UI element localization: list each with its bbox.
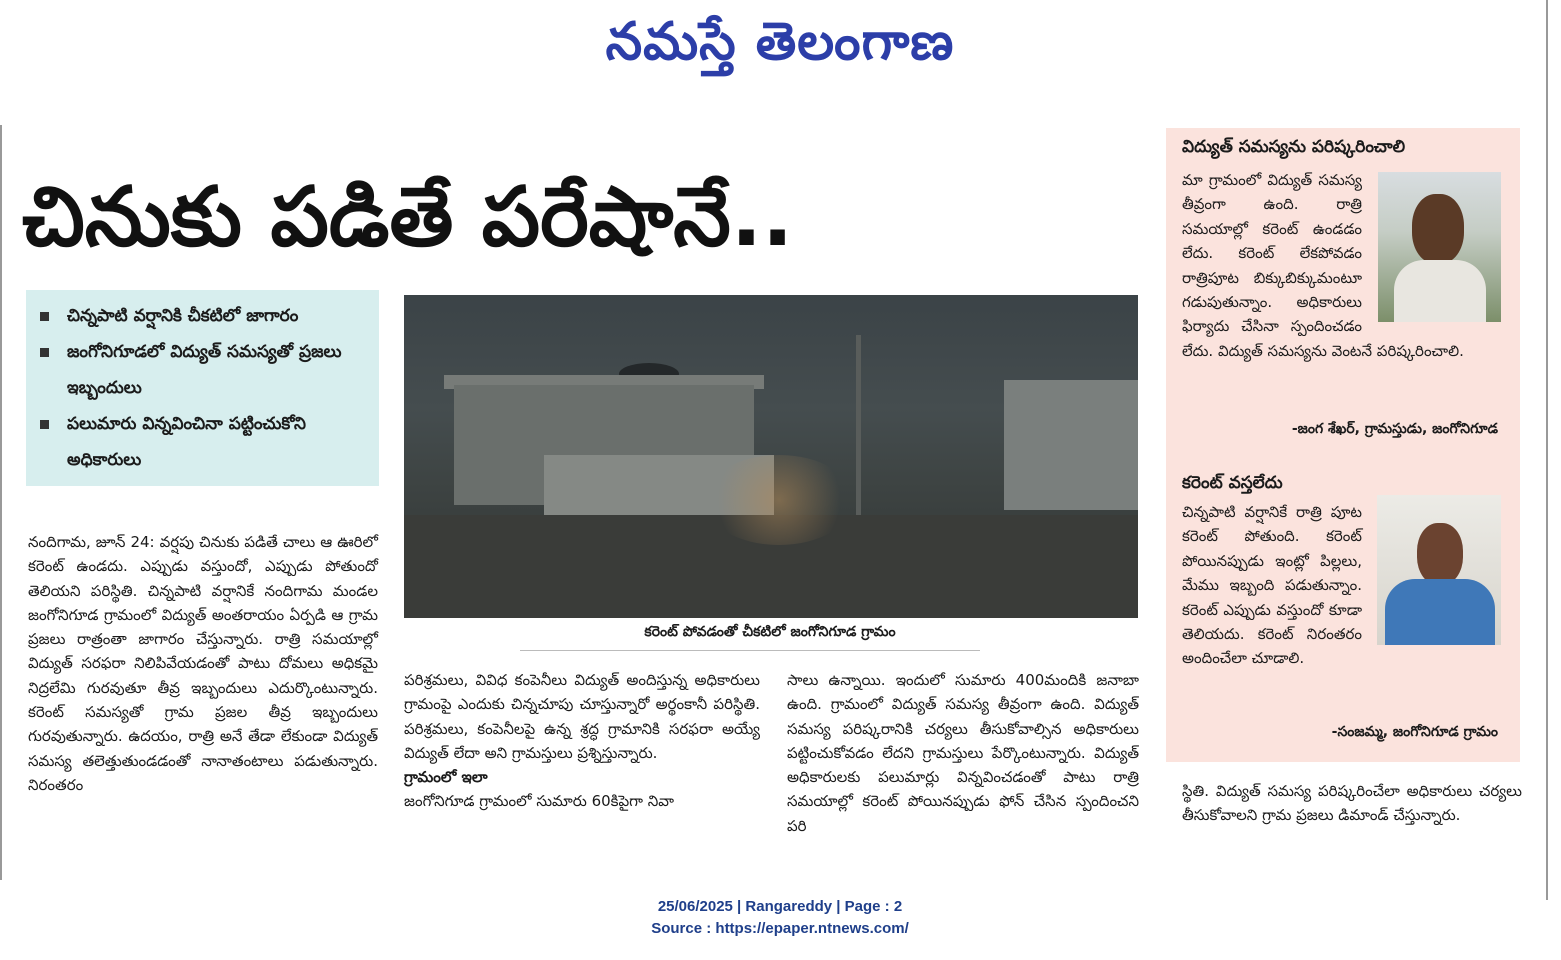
quote-2-title: కరెంట్ వస్తలేదు xyxy=(1182,473,1283,493)
left-border-rule xyxy=(0,125,2,880)
footer-source-link[interactable]: Source : https://epaper.ntnews.com/ xyxy=(651,920,909,937)
quotes-sidebar xyxy=(1166,128,1520,762)
caption-divider xyxy=(520,650,980,651)
quote-1-title: విద్యుత్ సమస్యను పరిష్కరించాలి xyxy=(1182,137,1406,157)
column-2-tail: జంగోనిగూడ గ్రామంలో సుమారు 60కిపైగా నివా xyxy=(404,792,675,811)
column-2-subheading: గ్రామంలో ఇలా xyxy=(404,768,488,787)
column-2-paragraph: పరిశ్రమలు, వివిధ కంపెనీలు విద్యుత్ అందిస్తున్న అధికారులు గ్రామంపై ఎందుకు చిన్నచూపు చూస్తున్నారో అర్థంకానీ పరిస్థితి. పరిశ్రమలు, కంపెనీలపై ఉన్న శ్రద్ధ గ్రామానికి సరఫరా అయ్యే విద్యుత్ లేదా అని గ్రామస్తులు ప్రశ్నిస్తున్నారు. xyxy=(404,671,760,762)
highlight-text: పలుమారు విన్నవించినా పట్టించుకోని అధికారులు xyxy=(67,414,306,470)
highlights-box xyxy=(26,290,379,486)
photo-caption: కరెంట్ పోవడంతో చీకటిలో జంగోనిగూడ గ్రామం xyxy=(644,624,896,640)
square-bullet-icon xyxy=(40,312,49,321)
quote-1-text xyxy=(1182,168,1504,363)
quote-2-signature: -సంజమ్మ, జంగోనిగూడ గ్రామం xyxy=(1331,724,1498,740)
village-night-photo xyxy=(404,295,1138,618)
highlight-text: చిన్నపాటి వర్షానికి చీకటిలో జాగారం xyxy=(67,306,299,326)
article-column-2 xyxy=(404,668,760,814)
square-bullet-icon xyxy=(40,348,49,357)
quote-1-signature: -జంగ శేఖర్, గ్రామస్తుడు, జంగోనిగూడ xyxy=(1291,421,1498,437)
article-column-3: సాలు ఉన్నాయి. ఇందులో సుమారు 400మందికి జనాబా ఉంది. గ్రామంలో విద్యుత్ సమస్య తీవ్రంగా ఉంది. విద్యుత్ సమస్య పరిష్కరానికి చర్యలు తీసుకోవాల్సిన అధికారులు పట్టించుకోవడం లేదని గ్రామస్తులు పేర్కొంటున్నారు. విద్యుత్ అధికారులకు పలుమార్లు విన్నవించడంతో పాటు రాత్రి సమయాల్లో కరెంట్ పోయినప్పుడు ఫోన్ చేసిన స్పందించని పరి xyxy=(787,671,1139,835)
highlight-item xyxy=(40,298,367,334)
highlight-item xyxy=(40,334,367,406)
article-column-1: నందిగామ, జూన్ 24: వర్షపు చినుకు పడితే చాలు ఆ ఊరిలో కరెంట్ ఉండదు. ఎప్పుడు వస్తుందో, ఎప్పుడు పోతుందో తెలియని పరిస్థితి. చిన్నపాటి వర్షానికే నందిగామ మండల జంగోనిగూడ గ్రామంలో విద్యుత్ అంతరాయం ఏర్పడి ఆ గ్రామ ప్రజలు రాత్రంతా జాగారం చేస్తున్నారు. రాత్రి సమయాల్లో విద్యుత్ సరఫరా నిలిపివేయడంతో పాటు దోమలు అధికమై నిద్రలేమి గురవుతూ తీవ్ర ఇబ్బందులు ఎదుర్కొంటున్నారు. కరెంట్ సమస్యతో గ్రామ ప్రజల తీవ్ర ఇబ్బందులు గురవుతున్నారు. ఉదయం, రాత్రి అనే తేడా లేకుండా విద్యుత్ సమస్య తలెత్తుతుండడంతో నానాతంటాలు పడుతున్నారు. నిరంతరం xyxy=(28,533,378,794)
highlight-text: జంగోనిగూడలో విద్యుత్ సమస్యతో ప్రజలు ఇబ్బందులు xyxy=(67,342,342,398)
square-bullet-icon xyxy=(40,420,49,429)
footer-edition-line: 25/06/2025 | Rangareddy | Page : 2 xyxy=(657,898,903,915)
newspaper-masthead: నమస్తే తెలంగాణ xyxy=(605,11,955,72)
quote-1-body: మా గ్రామంలో విద్యుత్ సమస్య తీవ్రంగా ఉంది. రాత్రి సమయాల్లో కరెంట్ ఉండడం లేదు. కరెంట్ లేకపోవడం రాత్రిపూట బిక్కుబిక్కుమంటూ గడుపుతున్నాం. అధికారులు ఫిర్యాదు చేసినా స్పందించడం లేదు. విద్యుత్ సమస్యను వెంటనే పరిష్కరించాలి. xyxy=(1182,171,1464,360)
highlight-item xyxy=(40,406,367,478)
right-border-rule xyxy=(1546,0,1548,900)
quote-2-body: చిన్నపాటి వర్షానికే రాత్రి పూట కరెంట్ పోతుంది. కరెంట్ పోయినప్పుడు ఇంట్లో పిల్లలు, మేము ఇబ్బంది పడుతున్నాం. కరెంట్ ఎప్పుడు వస్తుందో కూడా తెలియదు. కరెంట్ నిరంతరం అందించేలా చూడాలి. xyxy=(1182,503,1362,668)
quote-2-text xyxy=(1182,500,1504,671)
page-footer xyxy=(480,896,1080,946)
article-column-4: స్థితి. విద్యుత్ సమస్య పరిష్కరించేలా అధికారులు చర్యలు తీసుకోవాలని గ్రామ ప్రజలు డిమాండ్ చేస్తున్నారు. xyxy=(1182,782,1522,825)
article-headline: చినుకు పడితే పరేషానే.. xyxy=(22,170,794,265)
